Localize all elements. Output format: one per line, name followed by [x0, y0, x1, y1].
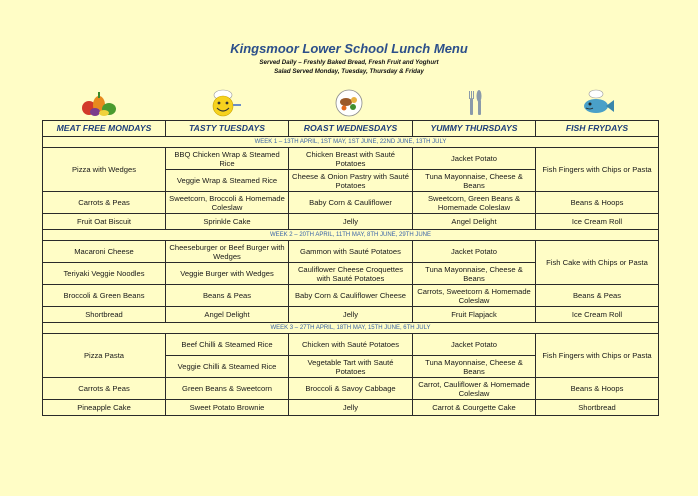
header-friday: FISH FRYDAYS [536, 121, 659, 137]
menu-cell: Carrot, Cauliflower & Homemade Coleslaw [413, 378, 536, 400]
header-thursday: YUMMY THURSDAYS [413, 121, 536, 137]
menu-cell: Shortbread [43, 307, 166, 323]
menu-cell: Cheese & Onion Pastry with Sauté Potatoes [289, 170, 413, 192]
table-row [43, 192, 659, 214]
menu-cell: Cauliflower Cheese Croquettes with Sauté Potatoes [289, 263, 413, 285]
header-wednesday: ROAST WEDNESDAYS [289, 121, 413, 137]
table-row [43, 241, 659, 263]
menu-cell: Fruit Flapjack [413, 307, 536, 323]
menu-cell: Veggie Burger with Wedges [166, 263, 289, 285]
menu-cell: Veggie Wrap & Steamed Rice [166, 170, 289, 192]
table-header-row [43, 121, 659, 137]
menu-cell: Jacket Potato [413, 334, 536, 356]
menu-cell: Tuna Mayonnaise, Cheese & Beans [413, 170, 536, 192]
table-row [43, 148, 659, 170]
menu-cell: Jacket Potato [413, 148, 536, 170]
menu-cell: BBQ Chicken Wrap & Steamed Rice [166, 148, 289, 170]
menu-cell: Jelly [289, 400, 413, 416]
menu-cell: Vegetable Tart with Sauté Potatoes [289, 356, 413, 378]
menu-cell: Jelly [289, 307, 413, 323]
vegetables-icon [79, 88, 119, 118]
menu-cell: Fish Fingers with Chips or Pasta [536, 148, 659, 192]
menu-cell: Beef Chilli & Steamed Rice [166, 334, 289, 356]
week-3-label: WEEK 3 – 27TH APRIL, 18TH MAY, 15TH JUNE, 6TH JULY [43, 323, 659, 334]
menu-cell: Macaroni Cheese [43, 241, 166, 263]
table-row [43, 334, 659, 356]
menu-cell: Pizza Pasta [43, 334, 166, 378]
menu-cell: Beans & Hoops [536, 192, 659, 214]
menu-cell: Tuna Mayonnaise, Cheese & Beans [413, 263, 536, 285]
roast-dinner-icon [329, 88, 369, 118]
menu-cell: Gammon with Sauté Potatoes [289, 241, 413, 263]
page-title: Kingsmoor Lower School Lunch Menu [230, 41, 468, 56]
menu-cell: Carrot & Courgette Cake [413, 400, 536, 416]
menu-cell: Jelly [289, 214, 413, 230]
menu-cell: Pizza with Wedges [43, 148, 166, 192]
menu-cell: Beans & Hoops [536, 378, 659, 400]
table-row [43, 400, 659, 416]
menu-cell: Chicken with Sauté Potatoes [289, 334, 413, 356]
menu-cell: Broccoli & Green Beans [43, 285, 166, 307]
table-row [43, 378, 659, 400]
smiley-chef-icon [203, 88, 243, 118]
menu-cell: Sweetcorn, Green Beans & Homemade Coleslaw [413, 192, 536, 214]
menu-cell: Sprinkle Cake [166, 214, 289, 230]
menu-cell: Angel Delight [166, 307, 289, 323]
menu-cell: Beans & Peas [536, 285, 659, 307]
header-monday: MEAT FREE MONDAYS [43, 121, 166, 137]
menu-cell: Broccoli & Savoy Cabbage [289, 378, 413, 400]
menu-cell: Fish Fingers with Chips or Pasta [536, 334, 659, 378]
cutlery-icon [455, 88, 495, 118]
menu-cell: Cheeseburger or Beef Burger with Wedges [166, 241, 289, 263]
week-1-label: WEEK 1 – 13TH APRIL, 1ST MAY, 1ST JUNE, 22ND JUNE, 13TH JULY [43, 137, 659, 148]
table-row [43, 307, 659, 323]
menu-cell: Tuna Mayonnaise, Cheese & Beans [413, 356, 536, 378]
menu-cell: Sweetcorn, Broccoli & Homemade Coleslaw [166, 192, 289, 214]
menu-cell: Carrots, Sweetcorn & Homemade Coleslaw [413, 285, 536, 307]
menu-cell: Carrots & Peas [43, 192, 166, 214]
menu-cell: Fish Cake with Chips or Pasta [536, 241, 659, 285]
menu-cell: Chicken Breast with Sauté Potatoes [289, 148, 413, 170]
menu-cell: Jacket Potato [413, 241, 536, 263]
subtitle-daily: Served Daily – Freshly Baked Bread, Fresh Fruit and Yoghurt [259, 59, 439, 66]
menu-cell: Green Beans & Sweetcorn [166, 378, 289, 400]
menu-cell: Ice Cream Roll [536, 307, 659, 323]
menu-cell: Ice Cream Roll [536, 214, 659, 230]
week-2-label: WEEK 2 – 20TH APRIL, 11TH MAY, 8TH JUNE, 29TH JUNE [43, 230, 659, 241]
menu-cell: Pineapple Cake [43, 400, 166, 416]
menu-cell: Baby Corn & Cauliflower [289, 192, 413, 214]
subtitle-salad: Salad Served Monday, Tuesday, Thursday & Friday [274, 68, 424, 75]
menu-cell: Beans & Peas [166, 285, 289, 307]
menu-cell: Veggie Chilli & Steamed Rice [166, 356, 289, 378]
table-row [43, 214, 659, 230]
menu-cell: Fruit Oat Biscuit [43, 214, 166, 230]
fish-chef-icon [576, 88, 616, 118]
menu-cell: Carrots & Peas [43, 378, 166, 400]
lunch-menu-table [42, 120, 659, 416]
menu-cell: Sweet Potato Brownie [166, 400, 289, 416]
menu-cell: Teriyaki Veggie Noodles [43, 263, 166, 285]
menu-cell: Shortbread [536, 400, 659, 416]
table-row [43, 285, 659, 307]
menu-cell: Baby Corn & Cauliflower Cheese [289, 285, 413, 307]
header-tuesday: TASTY TUESDAYS [166, 121, 289, 137]
menu-cell: Angel Delight [413, 214, 536, 230]
